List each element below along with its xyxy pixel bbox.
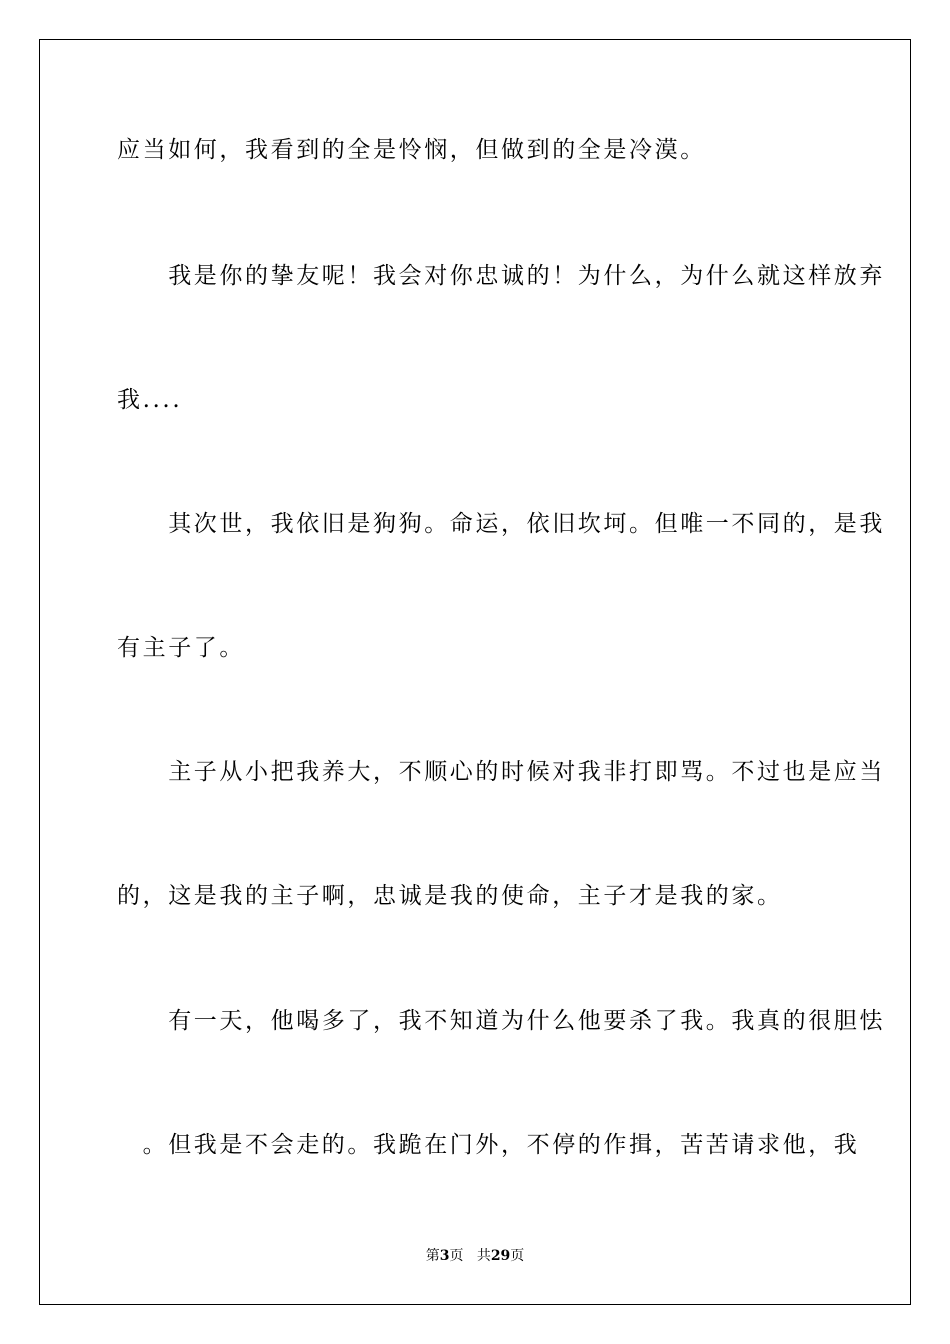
text-line-8: 有一天，他喝多了，我不知道为什么他要杀了我。我真的很胆怯 [117, 1008, 885, 1034]
page-suffix: 页 [449, 1248, 464, 1264]
text-line-2: 我是你的挚友呢！我会对你忠诚的！为什么，为什么就这样放弃 [117, 263, 885, 289]
page-number: 3 [439, 1248, 450, 1264]
text-line-6: 主子从小把我养大，不顺心的时候对我非打即骂。不过也是应当 [117, 759, 885, 785]
text-line-5: 有主子了。 [117, 635, 245, 661]
page-footer [0, 1246, 950, 1266]
page-border [39, 39, 911, 1305]
total-suffix: 页 [510, 1248, 525, 1264]
total-prefix: 共 [476, 1248, 491, 1264]
total-pages: 29 [490, 1248, 511, 1264]
text-line-4: 其次世，我依旧是狗狗。命运，依旧坎坷。但唯一不同的，是我 [117, 511, 885, 537]
text-line-3: 我.... [117, 387, 183, 413]
text-line-1: 应当如何，我看到的全是怜悯，但做到的全是冷漠。 [117, 137, 706, 163]
page-prefix: 第 [425, 1248, 440, 1264]
text-line-7: 的，这是我的主子啊，忠诚是我的使命，主子才是我的家。 [117, 883, 783, 909]
text-line-9: 。但我是不会走的。我跪在门外，不停的作揖，苦苦请求他，我 [117, 1132, 860, 1158]
